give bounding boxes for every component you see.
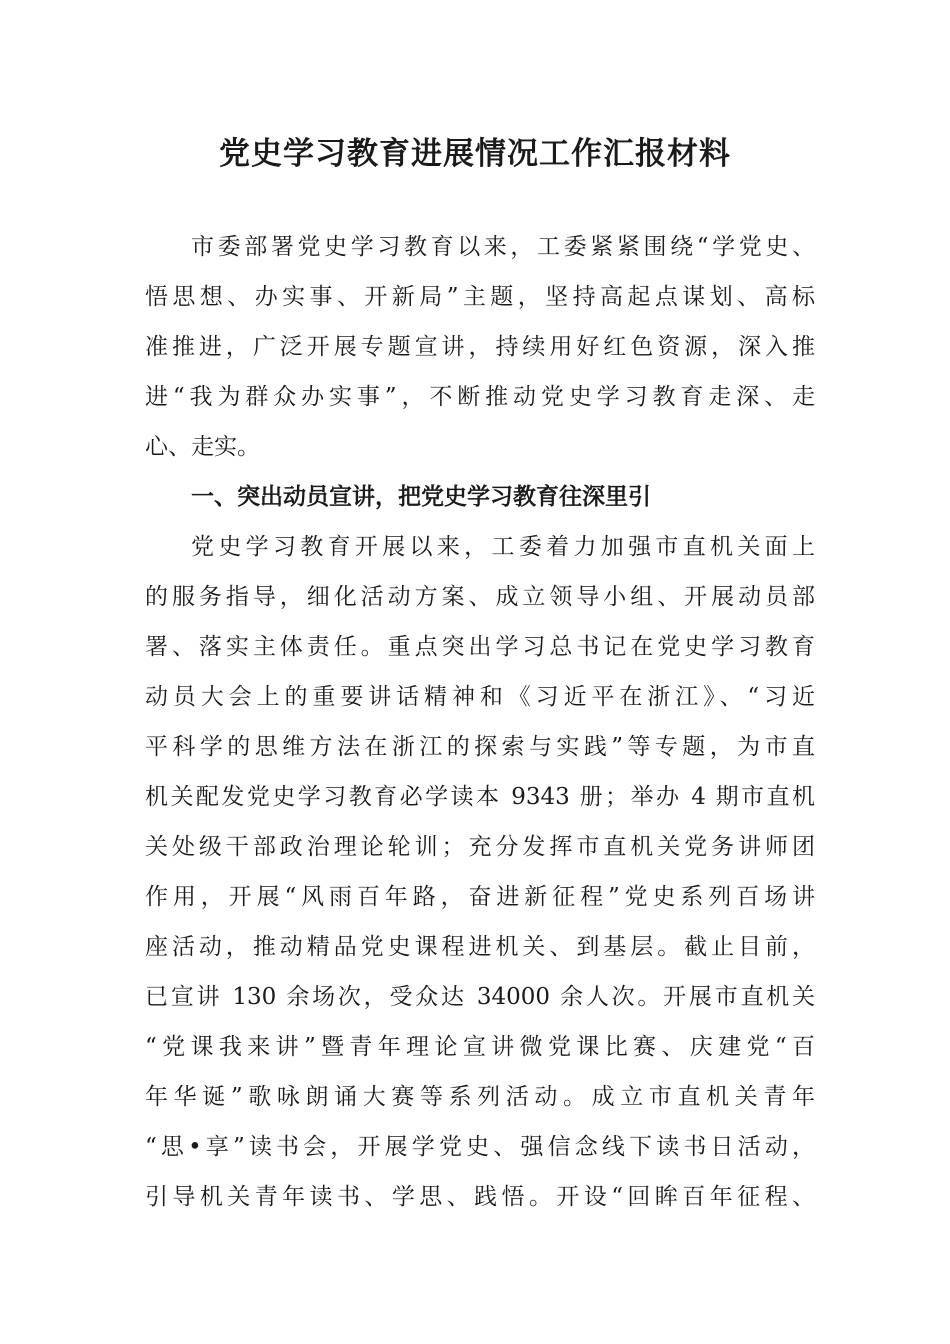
section-line: “党课我来讲”暨青年理论宣讲微党课比赛、庆建党“百 bbox=[145, 1034, 815, 1060]
section-line: 座活动，推动精品党史课程进机关、到基层。截止目前， bbox=[145, 934, 815, 960]
intro-line: 心、走实。 bbox=[145, 434, 260, 460]
section-line: 机关配发党史学习教育必学读本 9343 册；举办 4 期市直机 bbox=[145, 784, 815, 810]
intro-line: 悟思想、办实事、开新局”主题，坚持高起点谋划、高标 bbox=[145, 284, 815, 310]
section-line: 作用，开展“风雨百年路，奋进新征程”党史系列百场讲 bbox=[145, 884, 815, 910]
section-line: 动员大会上的重要讲话精神和《习近平在浙江》、“习近 bbox=[145, 684, 815, 710]
section-line: 年华诞”歌咏朗诵大赛等系列活动。成立市直机关青年 bbox=[145, 1084, 815, 1110]
intro-line: 市委部署党史学习教育以来，工委紧紧围绕“学党史、 bbox=[191, 234, 815, 260]
section-line: 署、落实主体责任。重点突出学习总书记在党史学习教育 bbox=[145, 634, 815, 660]
document-body bbox=[145, 222, 815, 1222]
section-line: 的服务指导，细化活动方案、成立领导小组、开展动员部 bbox=[145, 584, 815, 610]
intro-line: 进“我为群众办实事”，不断推动党史学习教育走深、走 bbox=[145, 384, 815, 410]
section-line: 引导机关青年读书、学思、践悟。开设“回眸百年征程、 bbox=[145, 1184, 815, 1210]
section-line: 已宣讲 130 余场次，受众达 34000 余人次。开展市直机关 bbox=[145, 984, 815, 1010]
section-heading: 一、突出动员宣讲，把党史学习教育往深里引 bbox=[191, 484, 651, 510]
section-line: 平科学的思维方法在浙江的探索与实践”等专题，为市直 bbox=[145, 734, 815, 760]
section-line: “思•享”读书会，开展学党史、强信念线下读书日活动， bbox=[145, 1134, 815, 1160]
section-line: 党史学习教育开展以来，工委着力加强市直机关面上 bbox=[191, 534, 815, 560]
intro-line: 准推进，广泛开展专题宣讲，持续用好红色资源，深入推 bbox=[145, 334, 815, 360]
document-title: 党史学习教育进展情况工作汇报材料 bbox=[219, 136, 731, 172]
section-line: 关处级干部政治理论轮训；充分发挥市直机关党务讲师团 bbox=[145, 834, 815, 860]
